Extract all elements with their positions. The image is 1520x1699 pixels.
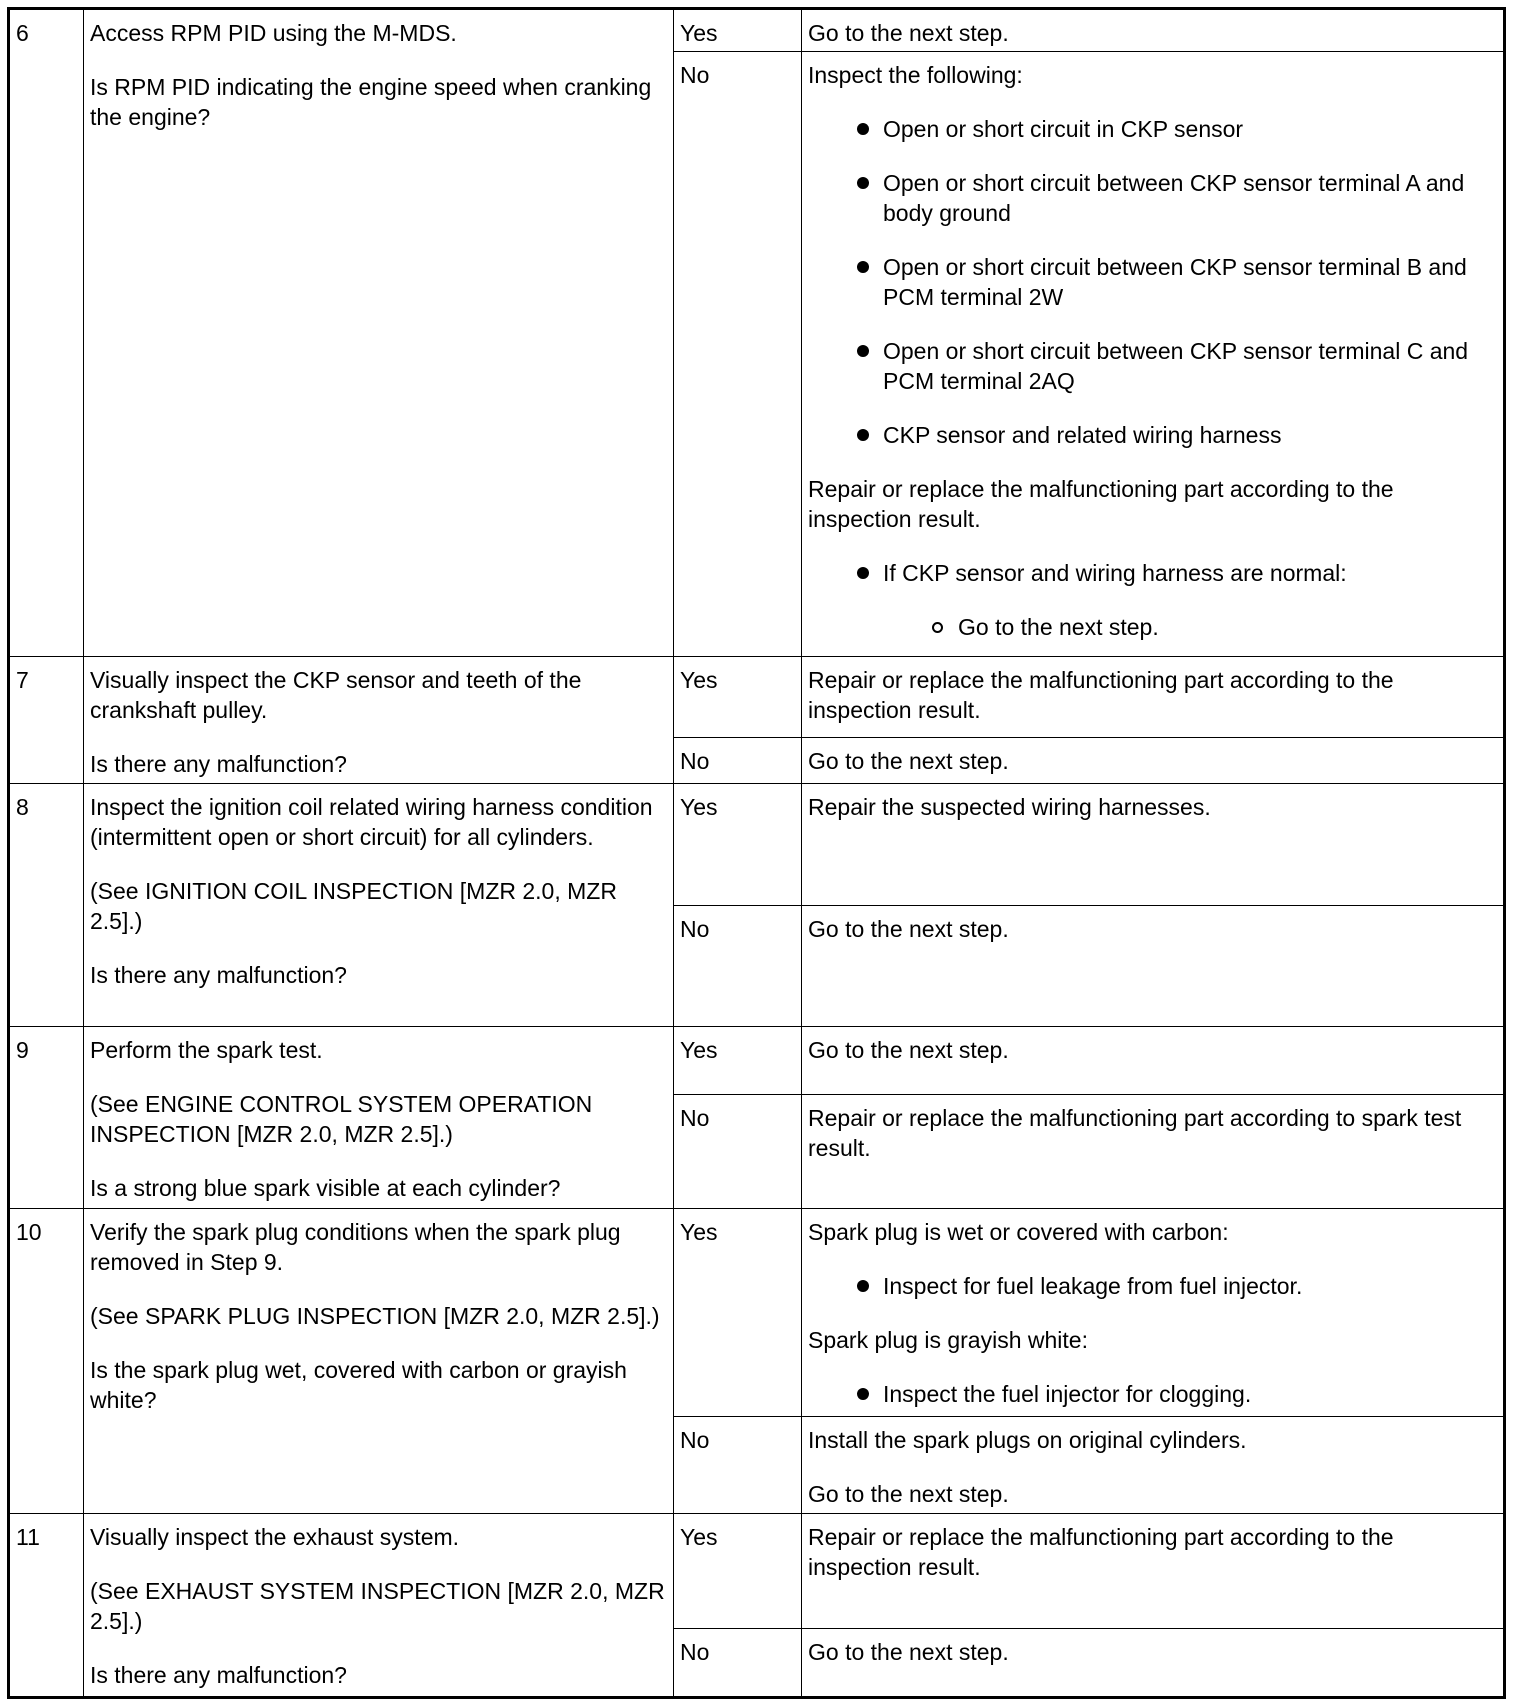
list-item: Inspect for fuel leakage from fuel injector. [883, 1271, 1497, 1301]
no-label: No [674, 1095, 802, 1209]
no-label: No [674, 738, 802, 784]
sub-list [883, 612, 1497, 642]
inspection-list [808, 114, 1497, 450]
step-number: 10 [9, 1209, 84, 1514]
question-text: Is the spark plug wet, covered with carbon or grayish white? [90, 1357, 627, 1413]
step-11-yes-row [9, 1514, 1505, 1629]
no-label: No [674, 52, 802, 657]
step-7-yes-row [9, 657, 1505, 738]
inspect-intro: Inspect the following: [808, 62, 1023, 88]
condition-text: Spark plug is grayish white: [808, 1327, 1088, 1353]
step-number: 7 [9, 657, 84, 784]
list-item: CKP sensor and related wiring harness [883, 420, 1497, 450]
yes-label: Yes [674, 1027, 802, 1095]
step-10-yes-row [9, 1209, 1505, 1417]
step-action [84, 1209, 674, 1514]
yes-label: Yes [674, 9, 802, 52]
step-action [84, 9, 674, 657]
sub-list-item: Go to the next step. [958, 612, 1497, 642]
no-result [802, 52, 1505, 657]
result-text: Install the spark plugs on original cylinders. [808, 1427, 1247, 1453]
step-action [84, 1027, 674, 1209]
question-text: Is RPM PID indicating the engine speed when cranking the engine? [90, 74, 652, 130]
no-result: Go to the next step. [802, 906, 1505, 1027]
step-action [84, 657, 674, 784]
reference-text: (See ENGINE CONTROL SYSTEM OPERATION INSPECTION [MZR 2.0, MZR 2.5].) [90, 1091, 593, 1147]
no-label: No [674, 906, 802, 1027]
no-result [802, 1417, 1505, 1514]
action-text: Verify the spark plug conditions when the spark plug removed in Step 9. [90, 1219, 621, 1275]
step-8-yes-row [9, 784, 1505, 906]
reference-text: (See EXHAUST SYSTEM INSPECTION [MZR 2.0, MZR 2.5].) [90, 1578, 665, 1634]
no-label: No [674, 1629, 802, 1698]
question-text: Is a strong blue spark visible at each cylinder? [90, 1175, 561, 1201]
reference-text: (See IGNITION COIL INSPECTION [MZR 2.0, MZR 2.5].) [90, 878, 617, 934]
question-text: Is there any malfunction? [90, 751, 347, 777]
no-label: No [674, 1417, 802, 1514]
step-6-yes-row [9, 9, 1505, 52]
step-number: 11 [9, 1514, 84, 1698]
yes-result: Go to the next step. [802, 1027, 1505, 1095]
question-text: Is there any malfunction? [90, 962, 347, 988]
list-item [883, 558, 1497, 642]
list-item: Open or short circuit in CKP sensor [883, 114, 1497, 144]
yes-label: Yes [674, 657, 802, 738]
no-result: Go to the next step. [802, 738, 1505, 784]
condition-list [808, 558, 1497, 642]
condition-text: Spark plug is wet or covered with carbon: [808, 1219, 1229, 1245]
yes-result: Repair or replace the malfunctioning part according to the inspection result. [802, 1514, 1505, 1629]
yes-result: Go to the next step. [802, 9, 1505, 52]
yes-label: Yes [674, 1514, 802, 1629]
yes-label: Yes [674, 784, 802, 906]
action-text: Visually inspect the exhaust system. [90, 1524, 460, 1550]
no-result: Repair or replace the malfunctioning part according to spark test result. [802, 1095, 1505, 1209]
action-list [808, 1271, 1497, 1301]
action-text: Visually inspect the CKP sensor and teeth of the crankshaft pulley. [90, 667, 582, 723]
step-action [84, 1514, 674, 1698]
yes-result: Repair the suspected wiring harnesses. [802, 784, 1505, 906]
list-item: Open or short circuit between CKP sensor terminal B and PCM terminal 2W [883, 252, 1497, 312]
step-9-yes-row [9, 1027, 1505, 1095]
question-text: Is there any malfunction? [90, 1662, 347, 1688]
action-text: Access RPM PID using the M-MDS. [90, 20, 457, 46]
step-number: 6 [9, 9, 84, 657]
list-item: Inspect the fuel injector for clogging. [883, 1379, 1497, 1409]
yes-result: Repair or replace the malfunctioning part according to the inspection result. [802, 657, 1505, 738]
result-text: Go to the next step. [808, 1481, 1009, 1507]
step-number: 9 [9, 1027, 84, 1209]
reference-text: (See SPARK PLUG INSPECTION [MZR 2.0, MZR 2.5].) [90, 1303, 660, 1329]
repair-text: Repair or replace the malfunctioning part according to the inspection result. [808, 476, 1394, 532]
step-number: 8 [9, 784, 84, 1027]
step-action [84, 784, 674, 1027]
diagnostic-procedure-table [7, 7, 1506, 1699]
list-item: Open or short circuit between CKP sensor terminal A and body ground [883, 168, 1497, 228]
action-text: Inspect the ignition coil related wiring harness condition (intermittent open or short circuit) for all cylinders. [90, 794, 653, 850]
yes-label: Yes [674, 1209, 802, 1417]
action-list [808, 1379, 1497, 1409]
yes-result [802, 1209, 1505, 1417]
action-text: Perform the spark test. [90, 1037, 323, 1063]
no-result: Go to the next step. [802, 1629, 1505, 1698]
list-item: Open or short circuit between CKP sensor terminal C and PCM terminal 2AQ [883, 336, 1497, 396]
condition-text: If CKP sensor and wiring harness are normal: [883, 560, 1347, 586]
